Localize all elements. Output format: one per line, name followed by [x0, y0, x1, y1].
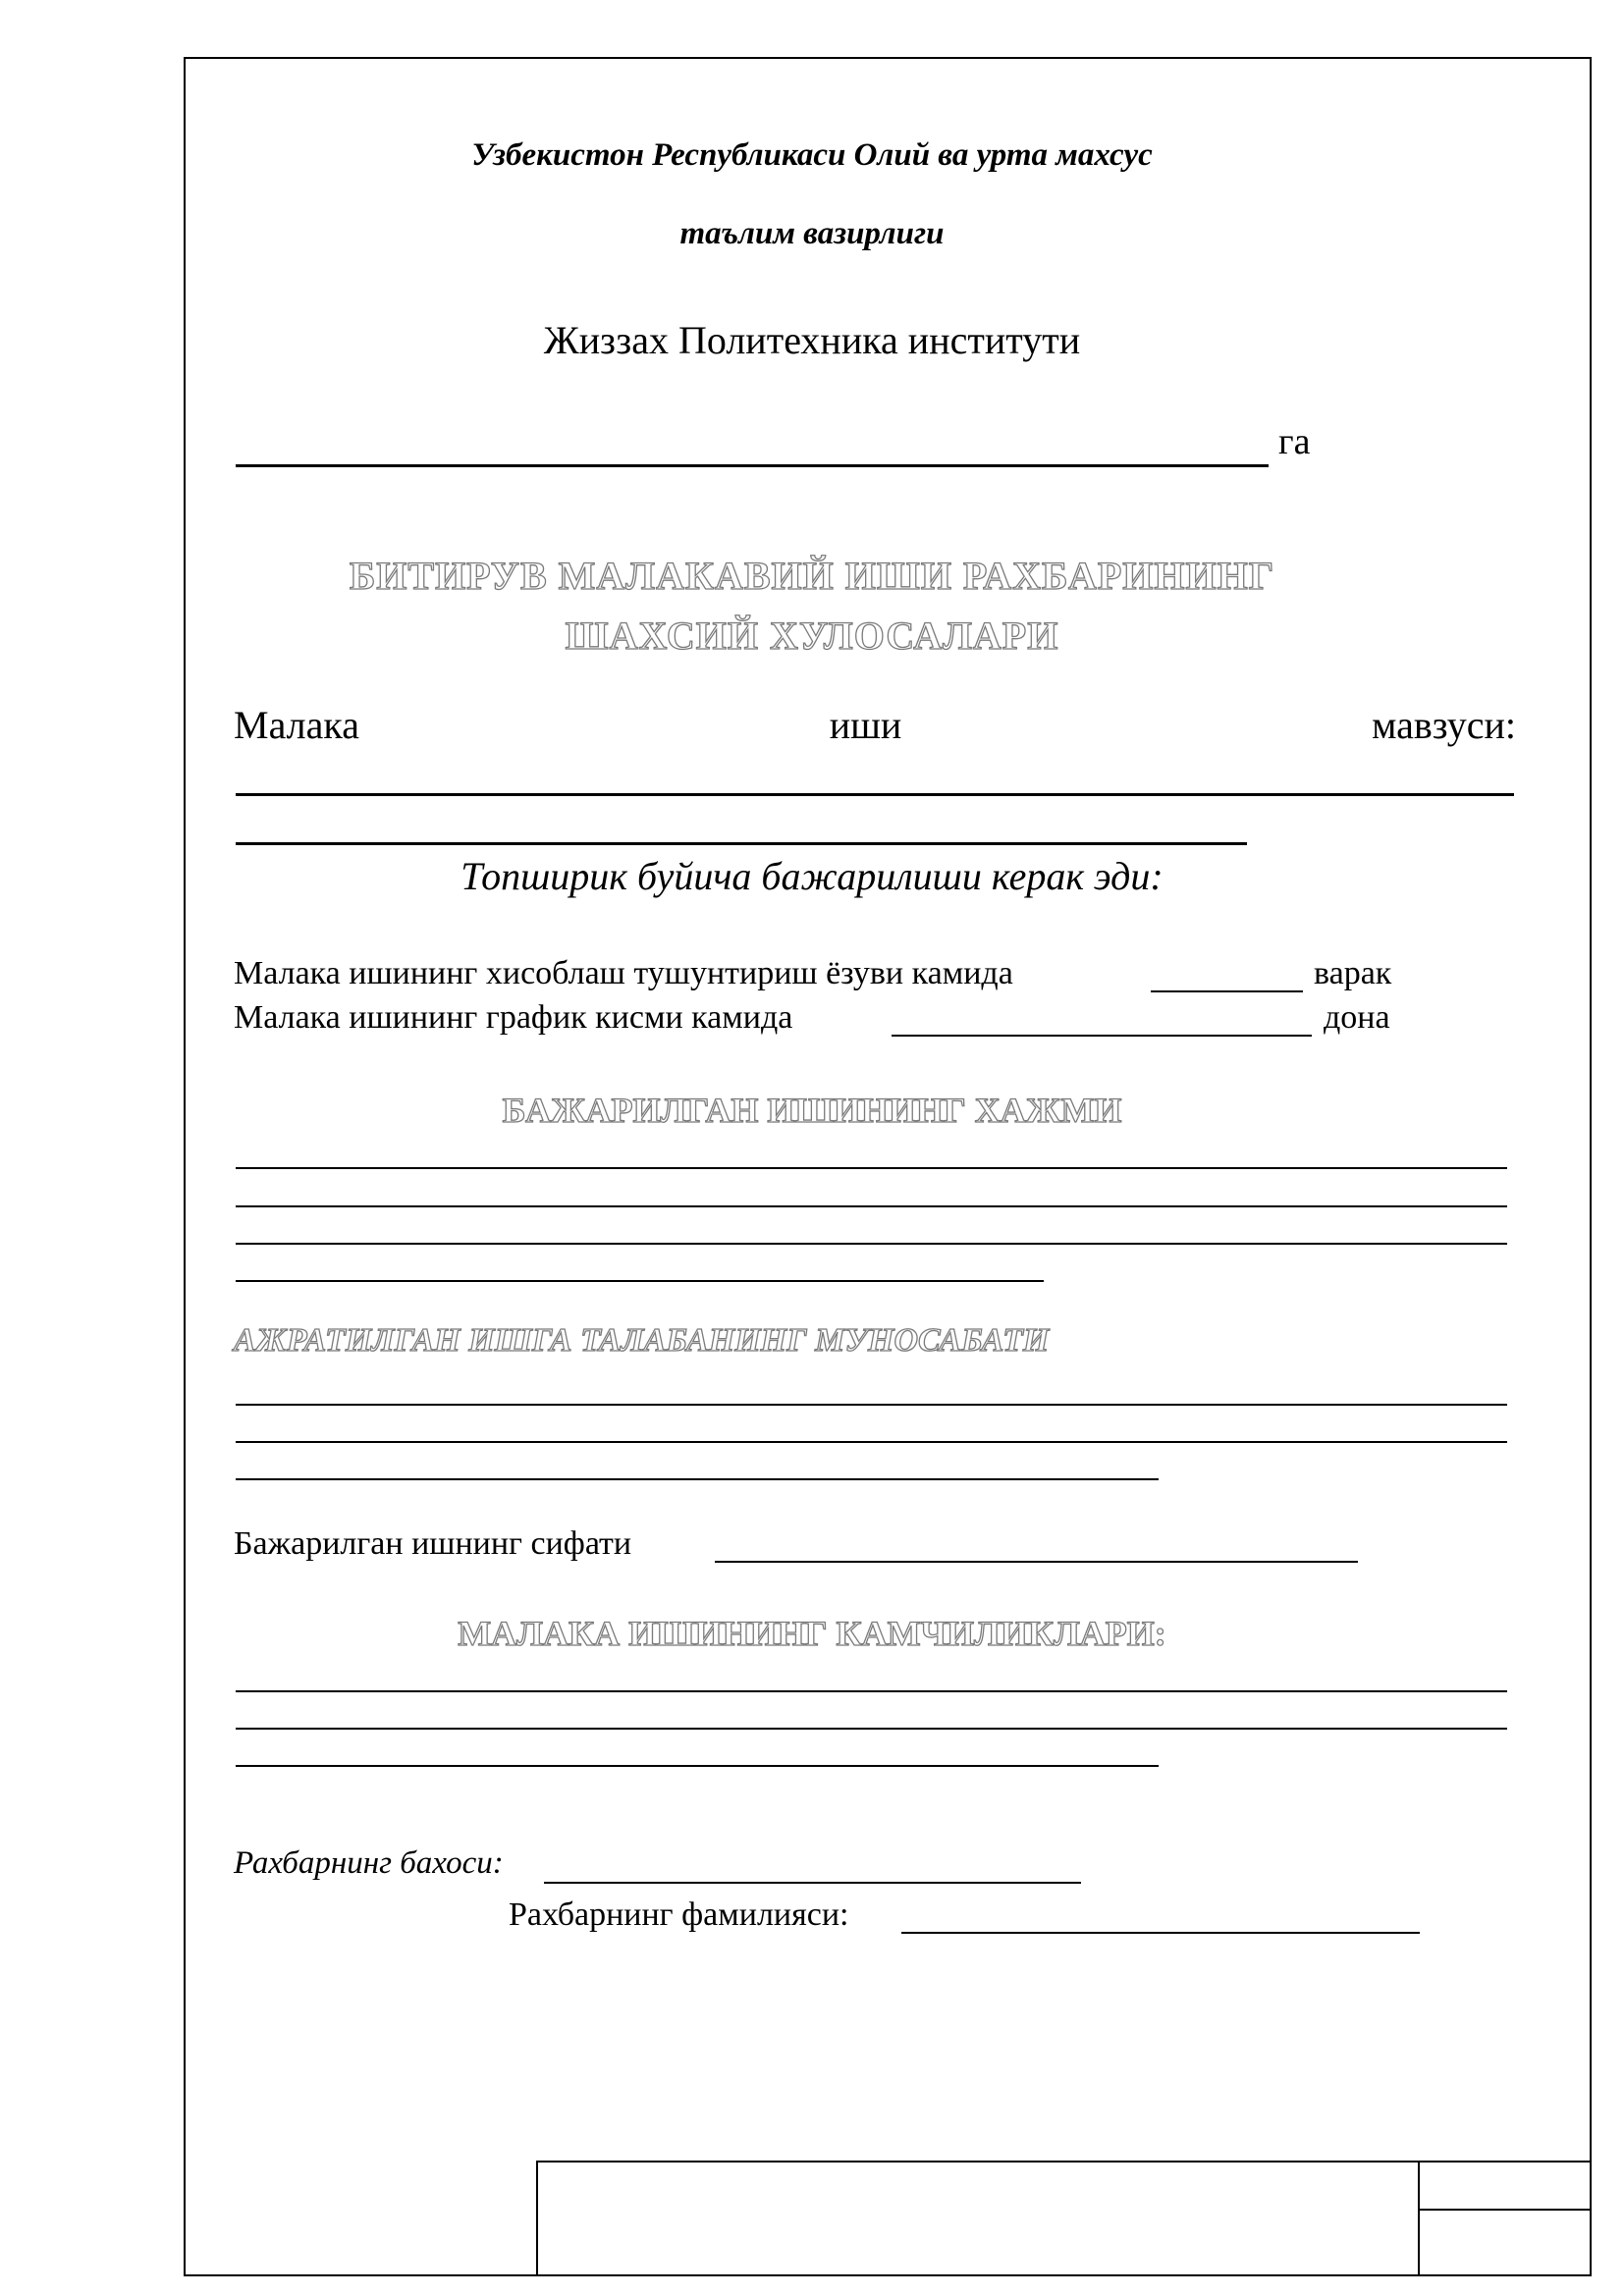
topic-word-1: Малака [234, 703, 359, 747]
topic-blank-line-2 [236, 842, 1247, 845]
shortcomings-line-3 [236, 1765, 1159, 1767]
ministry-line-2: таълим вазирлиги [679, 216, 945, 251]
attitude-line-2 [236, 1441, 1507, 1443]
ministry-line-1: Узбекистон Республикаси Олий ва урта махсус [471, 137, 1153, 173]
pages-blank [1151, 990, 1303, 992]
volume-line-1 [236, 1167, 1507, 1169]
shortcomings-line-1 [236, 1690, 1507, 1692]
topic-word-2: иши [829, 703, 902, 747]
attitude-line-3 [236, 1478, 1159, 1480]
faculty-suffix: га [1278, 421, 1311, 462]
document-title-line-2: ШАХСИЙ ХУЛОСАЛАРИ [565, 614, 1059, 658]
volume-line-3 [236, 1243, 1507, 1245]
pages-unit: варак [1314, 955, 1392, 991]
title-block [536, 2161, 1592, 2276]
graphics-blank [892, 1035, 1312, 1037]
grade-label: Рахбарнинг бахоси: [234, 1845, 504, 1881]
grade-blank [544, 1882, 1081, 1884]
topic-label [234, 702, 1516, 748]
surname-blank [901, 1932, 1420, 1934]
graphics-label: Малака ишининг график кисми камида [234, 999, 793, 1036]
attitude-line-1 [236, 1404, 1507, 1406]
quality-label: Бажарилган ишнинг сифати [234, 1525, 632, 1562]
faculty-blank-line [236, 464, 1269, 467]
surname-label: Рахбарнинг фамилияси: [509, 1896, 849, 1933]
volume-line-4 [236, 1280, 1044, 1282]
task-heading: Топширик буйича бажарилиши керак эди: [460, 854, 1164, 898]
topic-blank-line-1 [236, 793, 1514, 796]
title-block-divider [1418, 2161, 1420, 2276]
institute-name: Жиззах Политехника институти [543, 318, 1081, 362]
volume-heading: БАЖАРИЛГАН ИШИНИНГ ХАЖМИ [502, 1091, 1122, 1130]
title-block-cell-divider [1418, 2209, 1592, 2211]
pages-label: Малака ишининг хисоблаш тушунтириш ёзуви камида [234, 955, 1013, 991]
shortcomings-line-2 [236, 1728, 1507, 1730]
graphics-unit: дона [1324, 999, 1390, 1036]
quality-blank [715, 1561, 1358, 1563]
topic-word-3: мавзуси: [1372, 703, 1516, 747]
volume-line-2 [236, 1205, 1507, 1207]
document-title-line-1: БИТИРУВ МАЛАКАВИЙ ИШИ РАХБАРИНИНГ [349, 554, 1275, 598]
attitude-heading: АЖРАТИЛГАН ИШГА ТАЛАБАНИНГ МУНОСАБАТИ [234, 1322, 1050, 1359]
shortcomings-heading: МАЛАКА ИШИНИНГ КАМЧИЛИКЛАРИ: [458, 1614, 1166, 1653]
